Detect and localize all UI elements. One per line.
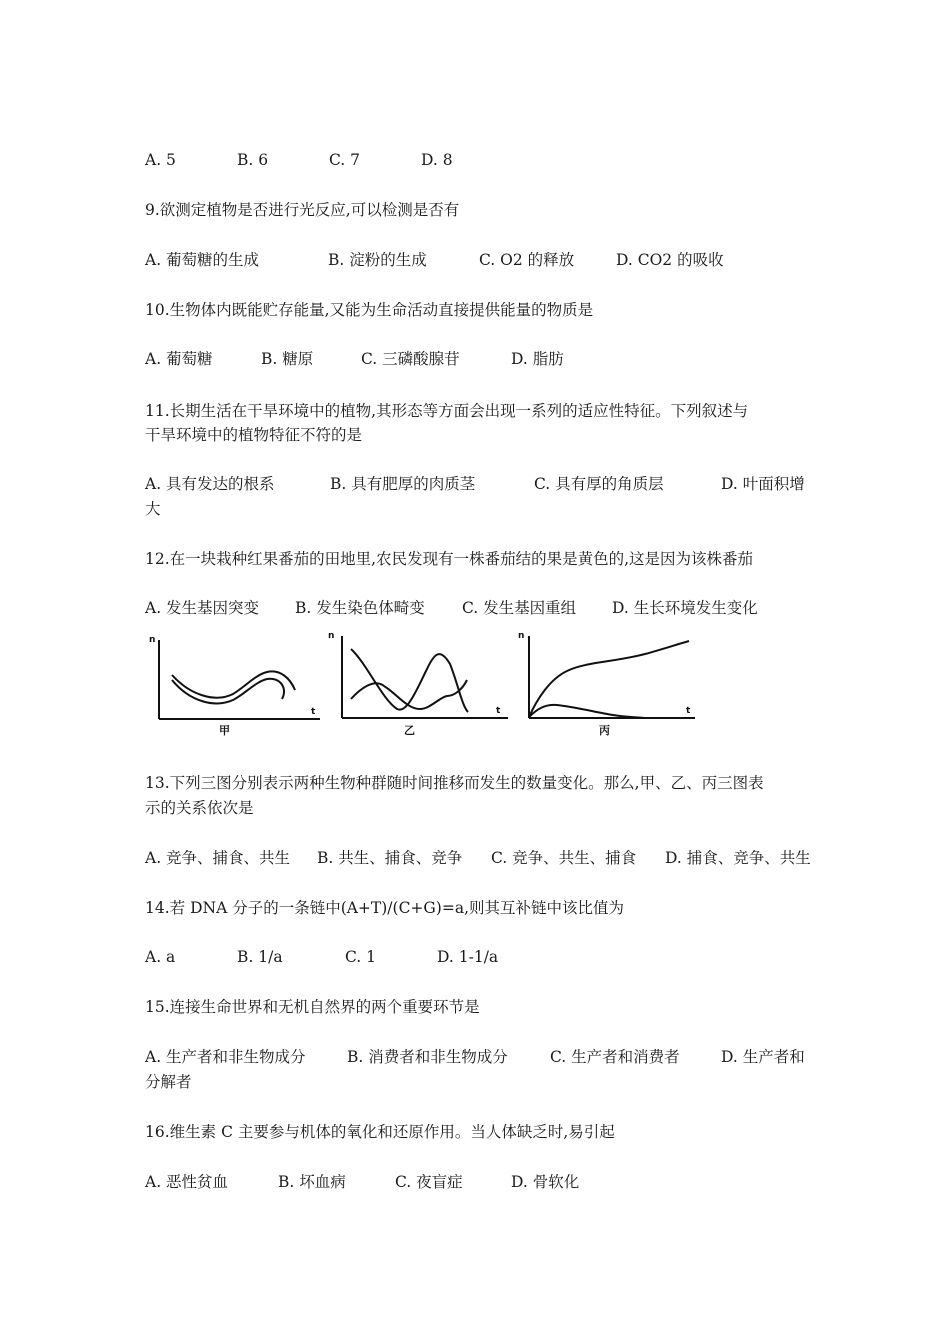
q9-option-c: C. O2 的释放	[479, 251, 575, 269]
figure-jia-x-label: t	[311, 707, 316, 717]
q10-option-b: B. 糖原	[261, 350, 314, 368]
figure-jia-caption: 甲	[219, 724, 230, 737]
q12-option-d: D. 生长环境发生变化	[612, 599, 758, 617]
q9-option-d: D. CO2 的吸收	[616, 251, 724, 269]
q11-option-c: C. 具有厚的角质层	[534, 475, 664, 493]
q9-option-a: A. 葡萄糖的生成	[145, 251, 260, 269]
figure-bing-y-label: n	[518, 631, 525, 641]
figure-yi-y-label: n	[328, 631, 335, 641]
q14-option-c: C. 1	[345, 948, 377, 966]
q10-option-a: A. 葡萄糖	[145, 350, 213, 368]
q11-option-d-continued: 大	[145, 500, 161, 518]
q16-option-d: D. 骨软化	[511, 1173, 580, 1191]
q8-option-b: B. 6	[237, 151, 269, 169]
q15-option-d: D. 生产者和	[721, 1048, 805, 1066]
q13-option-a: A. 竞争、捕食、共生	[145, 849, 291, 867]
q8-option-c: C. 7	[329, 151, 361, 169]
figure-jia-y-label: n	[149, 635, 156, 645]
q13-option-c: C. 竞争、共生、捕食	[491, 849, 637, 867]
q13-stem-line2: 示的关系依次是	[145, 799, 254, 817]
figure-yi	[322, 624, 512, 740]
figure-yi-curve-predator	[351, 649, 468, 712]
q13-option-b: B. 共生、捕食、竞争	[317, 849, 463, 867]
q16-option-b: B. 坏血病	[278, 1173, 346, 1191]
q10-stem: 10.生物体内既能贮存能量,又能为生命活动直接提供能量的物质是	[145, 301, 594, 319]
q12-option-c: C. 发生基因重组	[462, 599, 577, 617]
q11-option-b: B. 具有肥厚的肉质茎	[330, 475, 476, 493]
q16-option-c: C. 夜盲症	[395, 1173, 463, 1191]
q11-stem-line2: 干旱环境中的植物特征不符的是	[145, 426, 363, 444]
figure-yi-curve-prey	[351, 680, 467, 709]
figure-bing-caption: 丙	[599, 724, 610, 737]
q16-stem: 16.维生素 C 主要参与机体的氧化和还原作用。当人体缺乏时,易引起	[145, 1123, 615, 1141]
q11-option-d: D. 叶面积增	[721, 475, 805, 493]
q12-option-a: A. 发生基因突变	[145, 599, 260, 617]
q15-option-b: B. 消费者和非生物成分	[347, 1048, 508, 1066]
q15-option-d-continued: 分解者	[145, 1073, 192, 1091]
q9-stem: 9.欲测定植物是否进行光反应,可以检测是否有	[145, 201, 460, 219]
figure-jia-curve-lower	[172, 679, 284, 704]
figure-yi-x-label: t	[496, 706, 501, 716]
figure-bing	[515, 624, 700, 740]
q11-option-a: A. 具有发达的根系	[145, 475, 275, 493]
figure-bing-curve-declining	[529, 705, 645, 718]
q13-stem-line1: 13.下列三图分别表示两种生物种群随时间推移而发生的数量变化。那么,甲、乙、丙三图表	[145, 774, 764, 792]
q14-option-d: D. 1-1/a	[437, 948, 499, 966]
q16-option-a: A. 恶性贫血	[145, 1173, 229, 1191]
q14-option-a: A. a	[145, 948, 176, 966]
q15-option-a: A. 生产者和非生物成分	[145, 1048, 306, 1066]
figure-jia-curve-upper	[172, 671, 295, 697]
q9-option-b: B. 淀粉的生成	[328, 251, 427, 269]
q13-option-d: D. 捕食、竞争、共生	[665, 849, 811, 867]
q14-option-b: B. 1/a	[237, 948, 283, 966]
figure-yi-caption: 乙	[404, 724, 415, 737]
q12-stem: 12.在一块栽种红果番茄的田地里,农民发现有一株番茄结的果是黄色的,这是因为该株番茄	[145, 550, 754, 568]
q11-stem-line1: 11.长期生活在干旱环境中的植物,其形态等方面会出现一系列的适应性特征。下列叙述与	[145, 402, 749, 420]
q8-option-a: A. 5	[145, 151, 176, 169]
q15-option-c: C. 生产者和消费者	[550, 1048, 680, 1066]
q12-option-b: B. 发生染色体畸变	[295, 599, 425, 617]
figure-bing-x-label: t	[686, 706, 691, 716]
q15-stem: 15.连接生命世界和无机自然界的两个重要环节是	[145, 998, 480, 1016]
q10-option-d: D. 脂肪	[511, 350, 564, 368]
q10-option-c: C. 三磷酸腺苷	[361, 350, 460, 368]
q8-option-d: D. 8	[421, 151, 453, 169]
figure-jia	[145, 628, 325, 740]
q14-stem: 14.若 DNA 分子的一条链中(A+T)/(C+G)=a,则其互补链中该比值为	[145, 899, 625, 917]
